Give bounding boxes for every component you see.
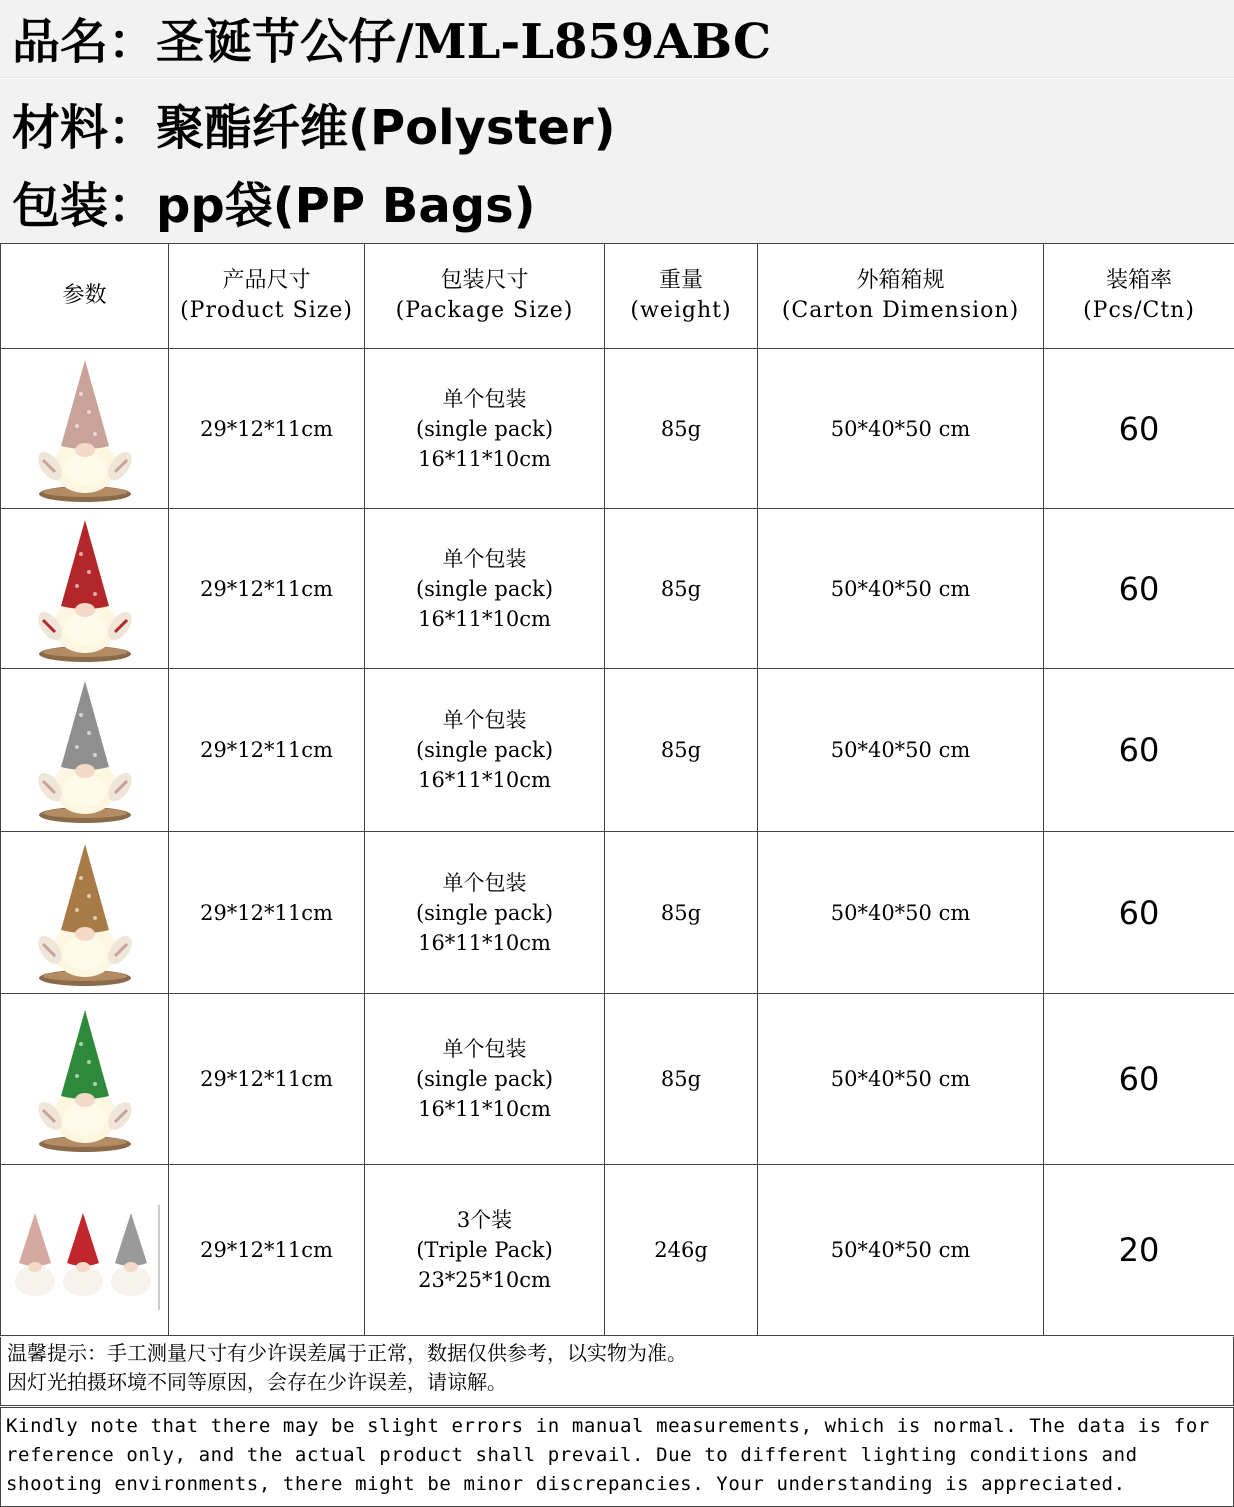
- pcs-per-carton-cell: 60: [1044, 669, 1234, 832]
- note-en-line: shooting environments, there might be minor discrepancies. Your understanding is appreciated.: [6, 1473, 1126, 1495]
- gnome-image-cell: [1, 994, 169, 1165]
- pack-type-cn: 单个包装: [442, 708, 527, 732]
- triple-gnome-icon: [5, 1185, 165, 1315]
- pcs-per-carton-cell: 20: [1044, 1165, 1234, 1336]
- weight-cell: 85g: [605, 832, 758, 994]
- gnome-icon: [25, 675, 145, 825]
- table-row: [1, 994, 1234, 1165]
- pack-type-en: (single pack): [415, 1067, 554, 1091]
- note-chinese: [0, 1337, 1234, 1406]
- product-size-cell: 29*12*11cm: [169, 1165, 365, 1336]
- gnome-icon: [25, 514, 145, 664]
- product-name-line: [0, 0, 1234, 78]
- spec-table: [0, 243, 1234, 1336]
- note-cn-line: 温馨提示：手工测量尺寸有少许误差属于正常，数据仅供参考，以实物为准。: [7, 1341, 687, 1365]
- gnome-image-cell: [1, 832, 169, 994]
- product-size-cell: 29*12*11cm: [169, 349, 365, 509]
- package-size-cell: [365, 832, 605, 994]
- product-size-cell: 29*12*11cm: [169, 994, 365, 1165]
- table-header-row: [1, 244, 1234, 349]
- table-row: [1, 349, 1234, 509]
- product-size-cell: 29*12*11cm: [169, 509, 365, 669]
- weight-cell: 85g: [605, 669, 758, 832]
- pack-type-cn: 单个包装: [442, 546, 527, 571]
- packaging-value: pp袋(PP Bags): [156, 178, 536, 234]
- pcs-per-carton-cell: 60: [1044, 832, 1234, 994]
- weight-cell: 85g: [605, 349, 758, 509]
- package-size-cell: [365, 509, 605, 669]
- pack-type-cn: 单个包装: [442, 870, 527, 895]
- carton-dimension-cell: 50*40*50 cm: [758, 1165, 1044, 1336]
- carton-dimension-cell: 50*40*50 cm: [758, 994, 1044, 1165]
- gnome-image-cell: [1, 1165, 169, 1336]
- gnome-icon: [25, 838, 145, 988]
- product-size-cell: 29*12*11cm: [169, 669, 365, 832]
- gnome-image-cell: [1, 509, 169, 669]
- packaging-label: 包装：: [12, 178, 157, 234]
- col-header-package-size: 包装尺寸 (Package Size): [365, 244, 605, 349]
- col-header-weight: 重量 (weight): [605, 244, 758, 349]
- pack-type-cn: 单个包装: [442, 386, 527, 411]
- table-row: [1, 669, 1234, 832]
- gnome-image-cell: [1, 669, 169, 832]
- carton-dimension-cell: 50*40*50 cm: [758, 509, 1044, 669]
- note-en-line: Kindly note that there may be slight errors in manual measurements, which is normal. The data is for: [6, 1415, 1210, 1437]
- pack-dimensions: 16*11*10cm: [418, 768, 551, 792]
- product-name-label: 品名：: [12, 14, 157, 70]
- pack-dimensions: 16*11*10cm: [418, 606, 551, 631]
- note-english: [0, 1407, 1234, 1507]
- pack-type-cn: 3个装: [456, 1208, 513, 1232]
- pcs-per-carton-cell: 60: [1044, 509, 1234, 669]
- col-header-carton-dimension: 外箱箱规 (Carton Dimension): [758, 244, 1044, 349]
- pack-dimensions: 23*25*10cm: [418, 1268, 551, 1292]
- weight-cell: 85g: [605, 994, 758, 1165]
- table-row: [1, 509, 1234, 669]
- weight-cell: 246g: [605, 1165, 758, 1336]
- carton-dimension-cell: 50*40*50 cm: [758, 669, 1044, 832]
- col-header-product-size: 产品尺寸 (Product Size): [169, 244, 365, 349]
- pack-type-cn: 单个包装: [442, 1037, 527, 1061]
- package-size-cell: [365, 349, 605, 509]
- gnome-icon: [25, 1004, 145, 1154]
- col-header-params: 参数: [1, 244, 169, 349]
- package-size-cell: [365, 669, 605, 832]
- material-value: 聚酯纤维(Polyster): [156, 100, 616, 156]
- material-label: 材料：: [12, 100, 157, 156]
- pack-type-en: (single pack): [415, 900, 554, 925]
- pack-dimensions: 16*11*10cm: [418, 446, 551, 471]
- pack-type-en: (Triple Pack): [416, 1238, 553, 1262]
- product-name-value: 圣诞节公仔/ML-L859ABC: [156, 14, 772, 70]
- note-en-line: reference only, and the actual product shall prevail. Due to different lighting conditions and: [6, 1444, 1138, 1466]
- table-row: [1, 1165, 1234, 1336]
- pack-dimensions: 16*11*10cm: [418, 1097, 551, 1121]
- pack-type-en: (single pack): [415, 738, 554, 762]
- pcs-per-carton-cell: 60: [1044, 994, 1234, 1165]
- pack-type-en: (single pack): [415, 576, 554, 601]
- table-row: [1, 832, 1234, 994]
- carton-dimension-cell: 50*40*50 cm: [758, 349, 1044, 509]
- pcs-per-carton-cell: 60: [1044, 349, 1234, 509]
- packaging-line: [0, 163, 1234, 243]
- gnome-icon: [25, 354, 145, 504]
- gnome-image-cell: [1, 349, 169, 509]
- material-line: [0, 79, 1234, 163]
- weight-cell: 85g: [605, 509, 758, 669]
- pack-dimensions: 16*11*10cm: [418, 930, 551, 955]
- product-size-cell: 29*12*11cm: [169, 832, 365, 994]
- pack-type-en: (single pack): [415, 416, 554, 441]
- note-cn-line: 因灯光拍摄环境不同等原因，会存在少许误差，请谅解。: [7, 1370, 507, 1394]
- col-header-pcs-per-carton: 装箱率 (Pcs/Ctn): [1044, 244, 1234, 349]
- package-size-cell: [365, 1165, 605, 1336]
- carton-dimension-cell: 50*40*50 cm: [758, 832, 1044, 994]
- package-size-cell: [365, 994, 605, 1165]
